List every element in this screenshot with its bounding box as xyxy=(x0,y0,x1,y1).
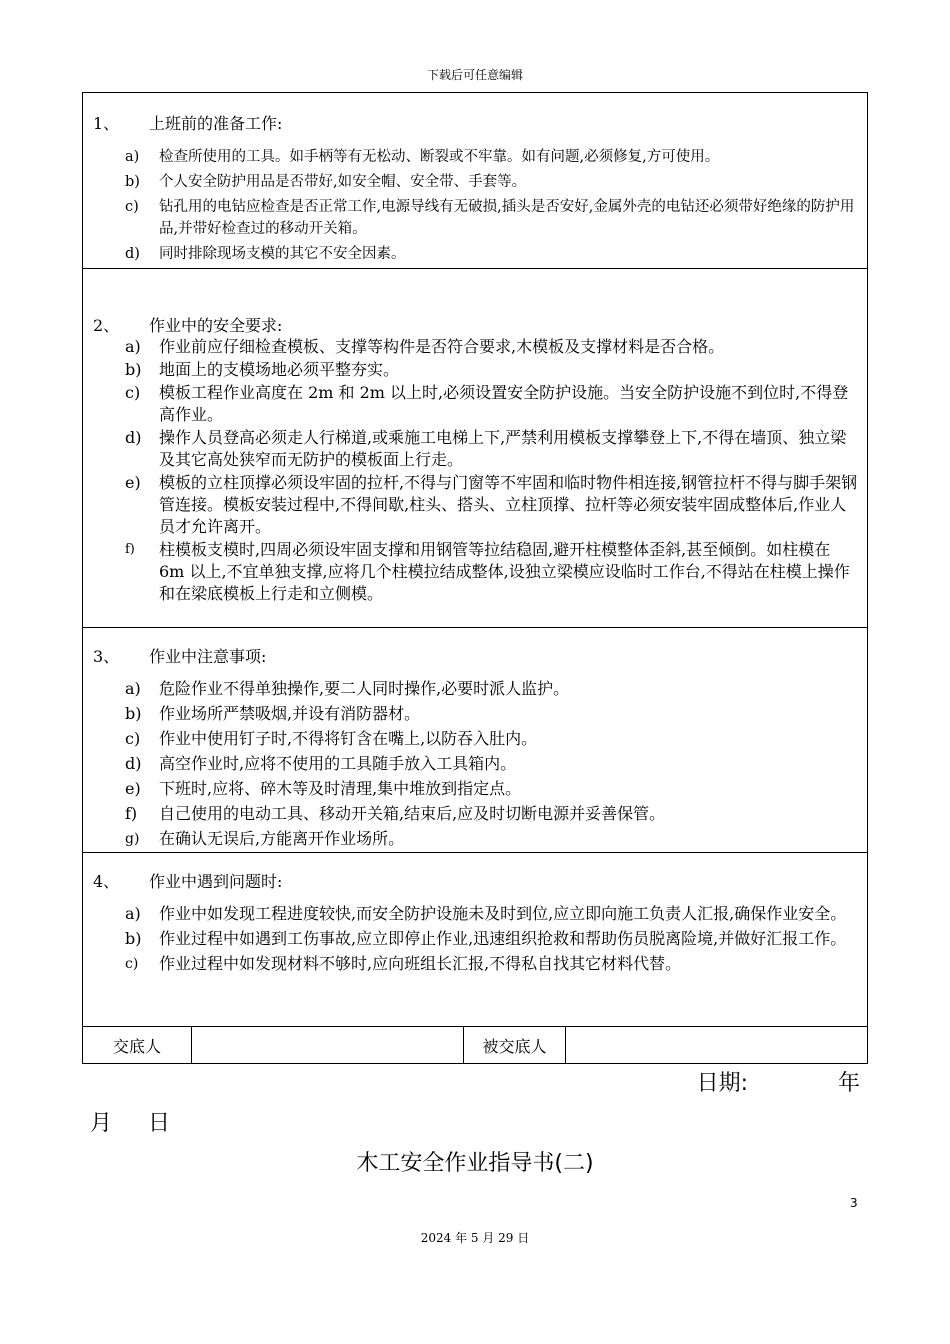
section-number: 3、 xyxy=(93,647,120,666)
date-label: 日期: xyxy=(696,1071,748,1096)
receiver-label: 被交底人 xyxy=(464,1027,566,1063)
list-item: a) 危险作业不得单独操作,要二人同时操作,必要时派人监护。 xyxy=(125,679,570,698)
list-item: a) 作业中如发现工程进度较快,而安全防护设施未及时到位,应立即向施工负责人汇报,确保作业安全。 xyxy=(125,904,847,923)
signature-row xyxy=(83,1027,867,1063)
list-item: c) 作业中使用钉子时,不得将钉含在嘴上,以防吞入肚内。 xyxy=(125,729,538,748)
list-item: c) 作业过程中如发现材料不够时,应向班组长汇报,不得私自找其它材料代替。 xyxy=(125,954,682,973)
list-item: b) 作业过程中如遇到工伤事故,应立即停止作业,迅速组织抢救和帮助伤员脱离险境,并做好汇报工作。 xyxy=(125,929,847,948)
header-note: 下载后可任意编辑 xyxy=(426,68,523,82)
list-item: f) 自己使用的电动工具、移动开关箱,结束后,应及时切断电源并妥善保管。 xyxy=(125,804,666,823)
list-item: d) 高空作业时,应将不使用的工具随手放入工具箱内。 xyxy=(125,754,517,773)
list-item: b) 个人安全防护用品是否带好,如安全帽、安全带、手套等。 xyxy=(125,174,527,190)
date-month-day xyxy=(90,1106,170,1137)
document-title: 木工安全作业指导书(二) xyxy=(356,1151,594,1176)
list-item: f) 柱模板支模时,四周必须设牢固支撑和用钢管等拉结稳固,避开柱模整体歪斜,甚至倾倒。如柱模在 6m 以上,不宜单独支撑,应将几个柱模拉结成整体,设独立梁模应设临时工作台,不得站在柱模上操作和在梁底模板上行走和立侧模。 xyxy=(125,540,850,603)
list-item: c) 模板工程作业高度在 2m 和 2m 以上时,必须设置安全防护设施。当安全防护设施不到位时,不得登高作业。 xyxy=(125,383,849,424)
footer-date: 2024 年 5 月 29 日 xyxy=(420,1231,530,1245)
date-day: 日 xyxy=(148,1111,171,1136)
list-item: e) 下班时,应将、碎木等及时清理,集中堆放到指定点。 xyxy=(125,779,522,798)
section-title xyxy=(83,869,282,892)
date-year: 年 xyxy=(837,1071,860,1096)
section-title xyxy=(83,313,282,336)
instruction-table xyxy=(82,92,868,1064)
section-4 xyxy=(83,853,867,1027)
date-month: 月 xyxy=(90,1111,113,1136)
list-item: b) 作业场所严禁吸烟,并设有消防器材。 xyxy=(125,704,421,723)
section-number: 2、 xyxy=(93,316,120,335)
section-number: 1、 xyxy=(93,114,120,133)
section-3 xyxy=(83,628,867,853)
section-1 xyxy=(83,93,867,269)
list-item: d) 同时排除现场支模的其它不安全因素。 xyxy=(125,246,406,262)
section-number: 4、 xyxy=(93,872,120,891)
list-item: a) 作业前应仔细检查模板、支撑等构件是否符合要求,木模板及支撑材料是否合格。 xyxy=(125,337,725,356)
section-title xyxy=(83,111,282,134)
section-title xyxy=(83,644,266,667)
section-heading: 作业中的安全要求: xyxy=(149,316,283,335)
section-heading: 作业中遇到问题时: xyxy=(149,872,283,891)
giver-field[interactable] xyxy=(192,1027,464,1063)
giver-label: 交底人 xyxy=(83,1027,192,1063)
section-heading: 作业中注意事项: xyxy=(149,647,267,666)
page-number: 3 xyxy=(850,1196,858,1210)
list-item: e) 模板的立柱顶撑必须设牢固的拉杆,不得与门窗等不牢固和临时物件相连接,钢管拉杆不得与脚手架钢管连接。模板安装过程中,不得间歇,柱头、搭头、立柱顶撑、拉杆等必须安装牢固成整体后,作业人员才允许离开。 xyxy=(125,473,858,536)
list-item: d) 操作人员登高必须走人行梯道,或乘施工电梯上下,严禁利用模板支撑攀登上下,不得在墙顶、独立梁及其它高处狭窄而无防护的模板面上行走。 xyxy=(125,428,847,469)
section-heading: 上班前的准备工作: xyxy=(149,114,283,133)
list-item: b) 地面上的支模场地必须平整夯实。 xyxy=(125,360,400,379)
list-item: g) 在确认无误后,方能离开作业场所。 xyxy=(125,829,405,848)
list-item: a) 检查所使用的工具。如手柄等有无松动、断裂或不牢靠。如有问题,必须修复,方可使用。 xyxy=(125,149,720,165)
receiver-field[interactable] xyxy=(566,1027,867,1063)
date-line xyxy=(697,1066,860,1097)
section-2 xyxy=(83,269,867,628)
list-item: c) 钻孔用的电钻应检查是否正常工作,电源导线有无破损,插头是否安好,金属外壳的电钻还必须带好绝缘的防护用品,并带好检查过的移动开关箱。 xyxy=(125,199,855,237)
